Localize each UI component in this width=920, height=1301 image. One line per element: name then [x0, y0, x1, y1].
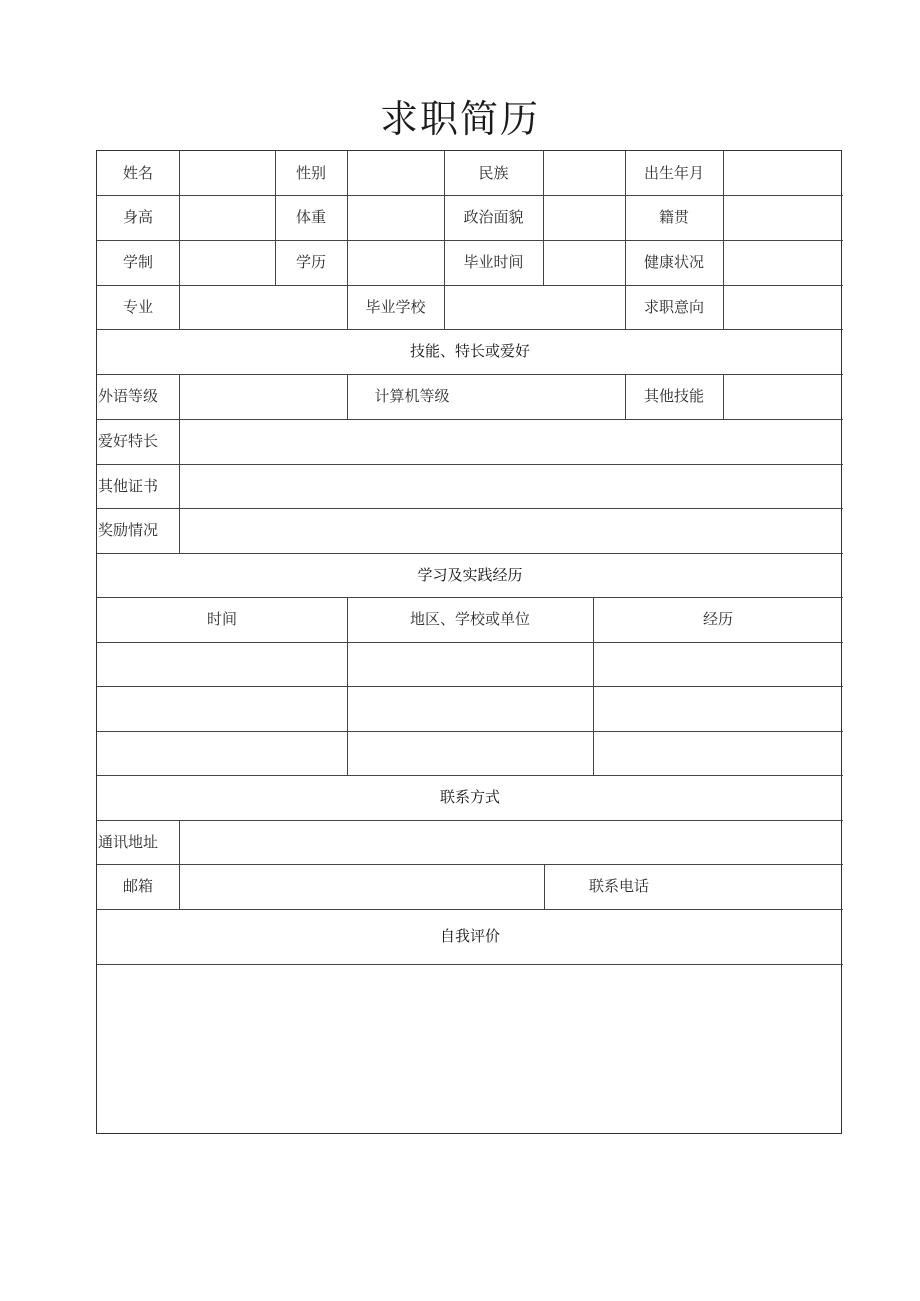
label-intention: 求职意向: [643, 297, 704, 316]
label-awards: 奖励情况: [98, 521, 159, 539]
grad-time-field[interactable]: [543, 240, 625, 285]
address-field[interactable]: [179, 820, 843, 864]
label-ethnicity: 民族: [478, 163, 509, 182]
section-contact-heading: 联系方式: [439, 788, 500, 806]
name-field[interactable]: [179, 151, 275, 195]
resume-form: [96, 150, 842, 1134]
hobby-field[interactable]: [179, 419, 843, 464]
column-header-place: 地区、学校或单位: [409, 610, 530, 628]
table-cell[interactable]: [97, 686, 347, 731]
label-birth: 出生年月: [643, 163, 704, 182]
label-height: 身高: [122, 208, 153, 226]
column-header-time: 时间: [206, 610, 237, 628]
label-health: 健康状况: [643, 253, 704, 271]
ethnicity-field[interactable]: [543, 151, 625, 195]
language-field[interactable]: [179, 374, 347, 419]
label-name: 姓名: [122, 163, 153, 182]
label-grad-school: 毕业学校: [365, 297, 426, 316]
label-address: 通讯地址: [98, 832, 159, 851]
label-computer: 计算机等级: [374, 387, 450, 405]
table-cell[interactable]: [97, 642, 347, 686]
column-header-experience: 经历: [702, 610, 733, 628]
section-experience-heading: 学习及实践经历: [417, 565, 523, 584]
phone-field[interactable]: [694, 864, 843, 909]
grad-school-field[interactable]: [444, 285, 625, 329]
label-email: 邮箱: [122, 877, 153, 895]
section-self-eval-heading: 自我评价: [439, 927, 500, 945]
native-field[interactable]: [723, 195, 843, 240]
table-cell[interactable]: [347, 642, 593, 686]
other-skill-field[interactable]: [723, 374, 843, 419]
label-native: 籍贯: [658, 208, 689, 226]
label-schooling: 学制: [122, 253, 153, 271]
label-hobby: 爱好特长: [98, 432, 159, 450]
label-politics: 政治面貌: [463, 208, 524, 226]
awards-field[interactable]: [179, 508, 843, 553]
page-title: 求职简历: [379, 97, 540, 141]
section-skills-heading: 技能、特长或爱好: [409, 342, 530, 360]
label-other-skill: 其他技能: [643, 387, 704, 405]
table-cell[interactable]: [593, 686, 843, 731]
label-language: 外语等级: [98, 387, 159, 405]
self-eval-field[interactable]: [97, 964, 843, 1133]
table-cell[interactable]: [593, 731, 843, 775]
table-cell[interactable]: [593, 642, 843, 686]
intention-field[interactable]: [723, 285, 843, 329]
major-field[interactable]: [179, 285, 347, 329]
certs-field[interactable]: [179, 464, 843, 508]
label-certs: 其他证书: [98, 476, 159, 495]
education-field[interactable]: [347, 240, 444, 285]
label-weight: 体重: [295, 208, 326, 226]
height-field[interactable]: [179, 195, 275, 240]
label-grad-time: 毕业时间: [463, 253, 524, 271]
schooling-field[interactable]: [179, 240, 275, 285]
weight-field[interactable]: [347, 195, 444, 240]
health-field[interactable]: [723, 240, 843, 285]
email-field[interactable]: [179, 864, 544, 909]
politics-field[interactable]: [543, 195, 625, 240]
birth-field[interactable]: [723, 151, 843, 195]
table-cell[interactable]: [97, 731, 347, 775]
label-major: 专业: [122, 297, 153, 316]
label-gender: 性别: [295, 163, 326, 182]
label-education: 学历: [295, 253, 326, 271]
computer-field[interactable]: [477, 374, 625, 419]
table-cell[interactable]: [347, 731, 593, 775]
gender-field[interactable]: [347, 151, 444, 195]
table-cell[interactable]: [347, 686, 593, 731]
label-phone: 联系电话: [588, 877, 649, 895]
